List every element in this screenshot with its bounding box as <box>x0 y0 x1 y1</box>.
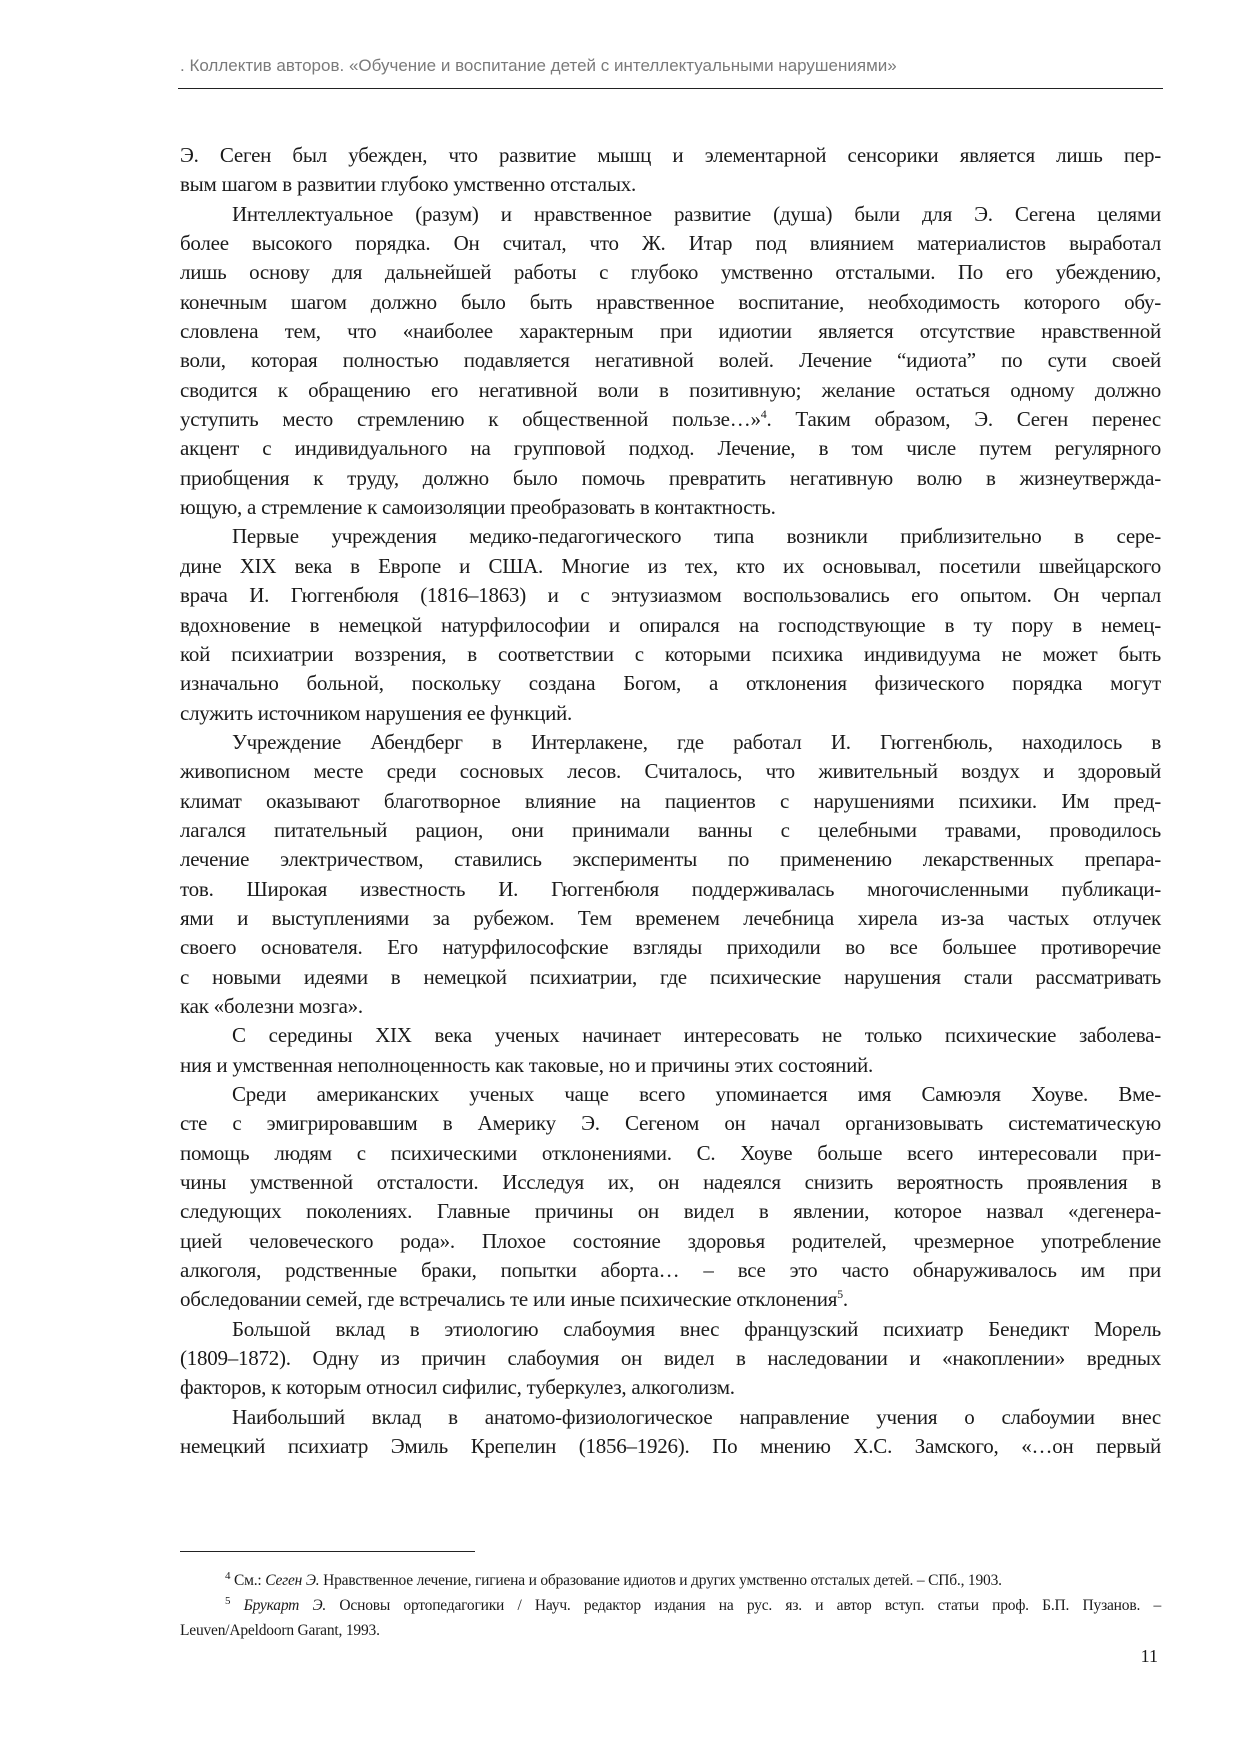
footnote-text: Нравственное лечение, гигиена и образование идиотов и других умственно отсталых детей. – СПб., 1903. <box>319 1572 1002 1589</box>
line-text: Интеллектуальное (разум) и нравственное развитие (душа) были для Э. Сегена целями <box>232 201 1161 226</box>
line-text: Учреждение Абендберг в Интерлакене, где работал И. Гюггенбюль, находилось в <box>232 729 1161 754</box>
line-text: дине XIX века в Европе и США. Многие из тех, кто их основывал, посетили швейцарского <box>180 553 1161 578</box>
line-text: уступить место стремлению к общественной пользе…» <box>180 407 761 432</box>
text-line <box>180 1315 1161 1344</box>
text-line <box>180 493 1161 522</box>
text-line <box>180 1403 1161 1432</box>
line-text: вым шагом в развитии глубоко умственно отсталых. <box>180 172 637 197</box>
text-line <box>180 1285 1161 1314</box>
line-text: лишь основу для дальнейшей работы с глубоко умственно отсталыми. По его убеждению, <box>180 260 1161 285</box>
footnote-line <box>180 1568 1161 1593</box>
footnote-line <box>180 1618 1161 1643</box>
line-text: климат оказывают благотворное влияние на пациентов с нарушениями психики. Им пред- <box>180 788 1161 813</box>
text-line <box>180 258 1161 287</box>
line-text: кой психиатрии воззрения, в соответствии с которыми психика индивидуума не может быть <box>180 641 1161 666</box>
line-text: факторов, к которым относил сифилис, туберкулез, алкоголизм. <box>180 1375 735 1400</box>
line-text: обследовании семей, где встречались те или иные психические отклонения <box>180 1287 838 1312</box>
text-line <box>180 816 1161 845</box>
line-text: алкоголя, родственные браки, попытки аборта… – все это часто обнаруживалось им при <box>180 1258 1161 1283</box>
text-line <box>180 611 1161 640</box>
text-line <box>180 1080 1161 1109</box>
line-text: вдохновение в немецкой натурфилософии и опирался на господствующие в ту пору в немец- <box>180 612 1161 637</box>
text-line <box>180 170 1161 199</box>
footnote-author: Брукарт Э. <box>243 1597 327 1614</box>
text-line <box>180 581 1161 610</box>
text-line <box>180 405 1161 434</box>
text-line <box>180 1432 1161 1461</box>
line-text: конечным шагом должно было быть нравственное воспитание, необходимость которого обу- <box>180 289 1161 314</box>
line-text: сте с эмигрировавшим в Америку Э. Сегеном он начал организовывать систематическую <box>180 1111 1161 1136</box>
text-line <box>180 875 1161 904</box>
line-text: чины умственной отсталости. Исследуя их, он надеялся снизить вероятность проявления в <box>180 1170 1161 1195</box>
text-line <box>180 229 1161 258</box>
text-line <box>180 1051 1161 1080</box>
paragraph <box>180 200 1161 523</box>
line-text: . <box>842 1287 848 1312</box>
line-text: акцент с индивидуального на групповой подход. Лечение, в том числе путем регулярного <box>180 436 1161 461</box>
line-text: Большой вклад в этиологию слабоумия внес французский психиатр Бенедикт Морель <box>232 1316 1161 1341</box>
line-text: следующих поколениях. Главные причины он видел в явлении, которое назвал «дегенера- <box>180 1199 1161 1224</box>
footnote-text: Leuven/Apeldoorn Garant, 1993. <box>180 1622 380 1639</box>
footnote-divider <box>180 1551 475 1552</box>
line-text: тов. Широкая известность И. Гюггенбюля поддерживалась многочисленными публикаци- <box>180 876 1161 901</box>
text-line <box>180 1344 1161 1373</box>
text-line <box>180 317 1161 346</box>
footnote <box>180 1593 1161 1643</box>
text-line <box>180 552 1161 581</box>
footnote-prefix: См.: <box>234 1572 266 1589</box>
footnote <box>180 1568 1161 1593</box>
footnote-number: 5 <box>225 1595 231 1607</box>
line-text: (1809–1872). Одну из причин слабоумия он видел в наследовании и «накоплении» вредных <box>180 1346 1161 1371</box>
line-text: Наибольший вклад в анатомо-физиологическое направление учения о слабоумии внес <box>232 1404 1161 1429</box>
text-line <box>180 669 1161 698</box>
text-line <box>180 933 1161 962</box>
text-line <box>180 1373 1161 1402</box>
text-line <box>180 963 1161 992</box>
line-text: цией человеческого рода». Плохое состояние здоровья родителей, чрезмерное употребление <box>180 1228 1161 1253</box>
text-line <box>180 1109 1161 1138</box>
line-text: изначально больной, поскольку создана Богом, а отклонения физического порядка могут <box>180 671 1161 696</box>
line-text: более высокого порядка. Он считал, что Ж. Итар под влиянием материалистов выработал <box>180 231 1161 256</box>
paragraph <box>180 522 1161 727</box>
text-line <box>180 1256 1161 1285</box>
paragraph <box>180 1403 1161 1462</box>
text-line <box>180 1197 1161 1226</box>
text-line <box>180 1168 1161 1197</box>
line-text: ями и выступлениями за рубежом. Тем временем лечебница хирела из-за частых отлучек <box>180 905 1161 930</box>
text-line <box>180 288 1161 317</box>
line-text: с новыми идеями в немецкой психиатрии, где психические нарушения стали рассматривать <box>180 964 1161 989</box>
text-line <box>180 141 1161 170</box>
line-text: лагался питательный рацион, они принимали ванны с целебными травами, проводилось <box>180 817 1161 842</box>
line-text: сводится к обращению его негативной воли в позитивную; желание остаться одному должно <box>180 377 1161 402</box>
paragraph <box>180 1021 1161 1080</box>
text-line <box>180 728 1161 757</box>
line-text: служить источником нарушения ее функций. <box>180 700 573 725</box>
footnote-line <box>180 1593 1161 1618</box>
line-text: помощь людям с психическими отклонениями. С. Хоуве больше всего интересовали при- <box>180 1140 1161 1165</box>
text-line <box>180 787 1161 816</box>
line-text: словлена тем, что «наиболее характерным при идиотии является отсутствие нравственной <box>180 319 1161 344</box>
text-line <box>180 1139 1161 1168</box>
text-line <box>180 1021 1161 1050</box>
line-text: воли, которая полностью подавляется негативной волей. Лечение “идиота” по сути своей <box>180 348 1161 373</box>
line-text: ющую, а стремление к самоизоляции преобразовать в контактность. <box>180 495 776 520</box>
footnote-ref: 4 <box>760 407 767 422</box>
line-text: . Таким образом, Э. Сеген перенес <box>766 407 1161 432</box>
text-line <box>180 434 1161 463</box>
footnote-number: 4 <box>225 1570 231 1582</box>
body-text <box>180 141 1161 1461</box>
paragraph <box>180 1315 1161 1403</box>
line-text: С середины XIX века ученых начинает интересовать не только психические заболева- <box>232 1023 1161 1048</box>
text-line <box>180 464 1161 493</box>
text-line <box>180 699 1161 728</box>
line-text: Первые учреждения медико-педагогического типа возникли приблизительно в сере- <box>232 524 1161 549</box>
text-line <box>180 904 1161 933</box>
line-text: живописном месте среди сосновых лесов. Считалось, что живительный воздух и здоровый <box>180 759 1161 784</box>
text-line <box>180 757 1161 786</box>
footnote-author: Сеген Э. <box>265 1572 320 1589</box>
line-text: Среди американских ученых чаще всего упоминается имя Самюэля Хоуве. Вме- <box>232 1082 1161 1106</box>
text-line <box>180 200 1161 229</box>
line-text: приобщения к труду, должно было помочь превратить негативную волю в жизнеутвержда- <box>180 465 1161 490</box>
line-text: Э. Сеген был убежден, что развитие мышц и элементарной сенсорики является лишь пер- <box>180 143 1161 167</box>
footnote-ref: 5 <box>837 1287 843 1302</box>
running-header: . Коллектив авторов. «Обучение и воспитание детей с интеллектуальными нарушениями» <box>180 56 897 75</box>
text-line <box>180 845 1161 874</box>
paragraph <box>180 1080 1161 1315</box>
paragraph <box>180 728 1161 1021</box>
line-text: врача И. Гюггенбюля (1816–1863) и с энтузиазмом воспользовались его опытом. Он черпал <box>180 583 1161 608</box>
header-divider <box>178 88 1163 89</box>
line-text: ния и умственная неполноценность как таковые, но и причины этих состояний. <box>180 1052 874 1077</box>
line-text: своего основателя. Его натурфилософские взгляды приходили во все большее противоречие <box>180 935 1161 960</box>
line-text: немецкий психиатр Эмиль Крепелин (1856–1926). По мнению Х.С. Замского, «…он первый <box>180 1434 1161 1459</box>
text-line <box>180 346 1161 375</box>
text-line <box>180 992 1161 1021</box>
footnotes <box>180 1568 1161 1643</box>
line-text: лечение электричеством, ставились эксперименты по применению лекарственных препара- <box>180 847 1161 872</box>
line-text: как «болезни мозга». <box>180 993 363 1018</box>
paragraph <box>180 141 1161 200</box>
page-number: 11 <box>1140 1646 1158 1666</box>
text-line <box>180 1227 1161 1256</box>
text-line <box>180 640 1161 669</box>
text-line <box>180 376 1161 405</box>
text-line <box>180 522 1161 551</box>
footnote-text: Основы ортопедагогики / Науч. редактор издания на рус. яз. и автор вступ. статьи проф. Б.П. Пузанов. – <box>326 1597 1161 1614</box>
